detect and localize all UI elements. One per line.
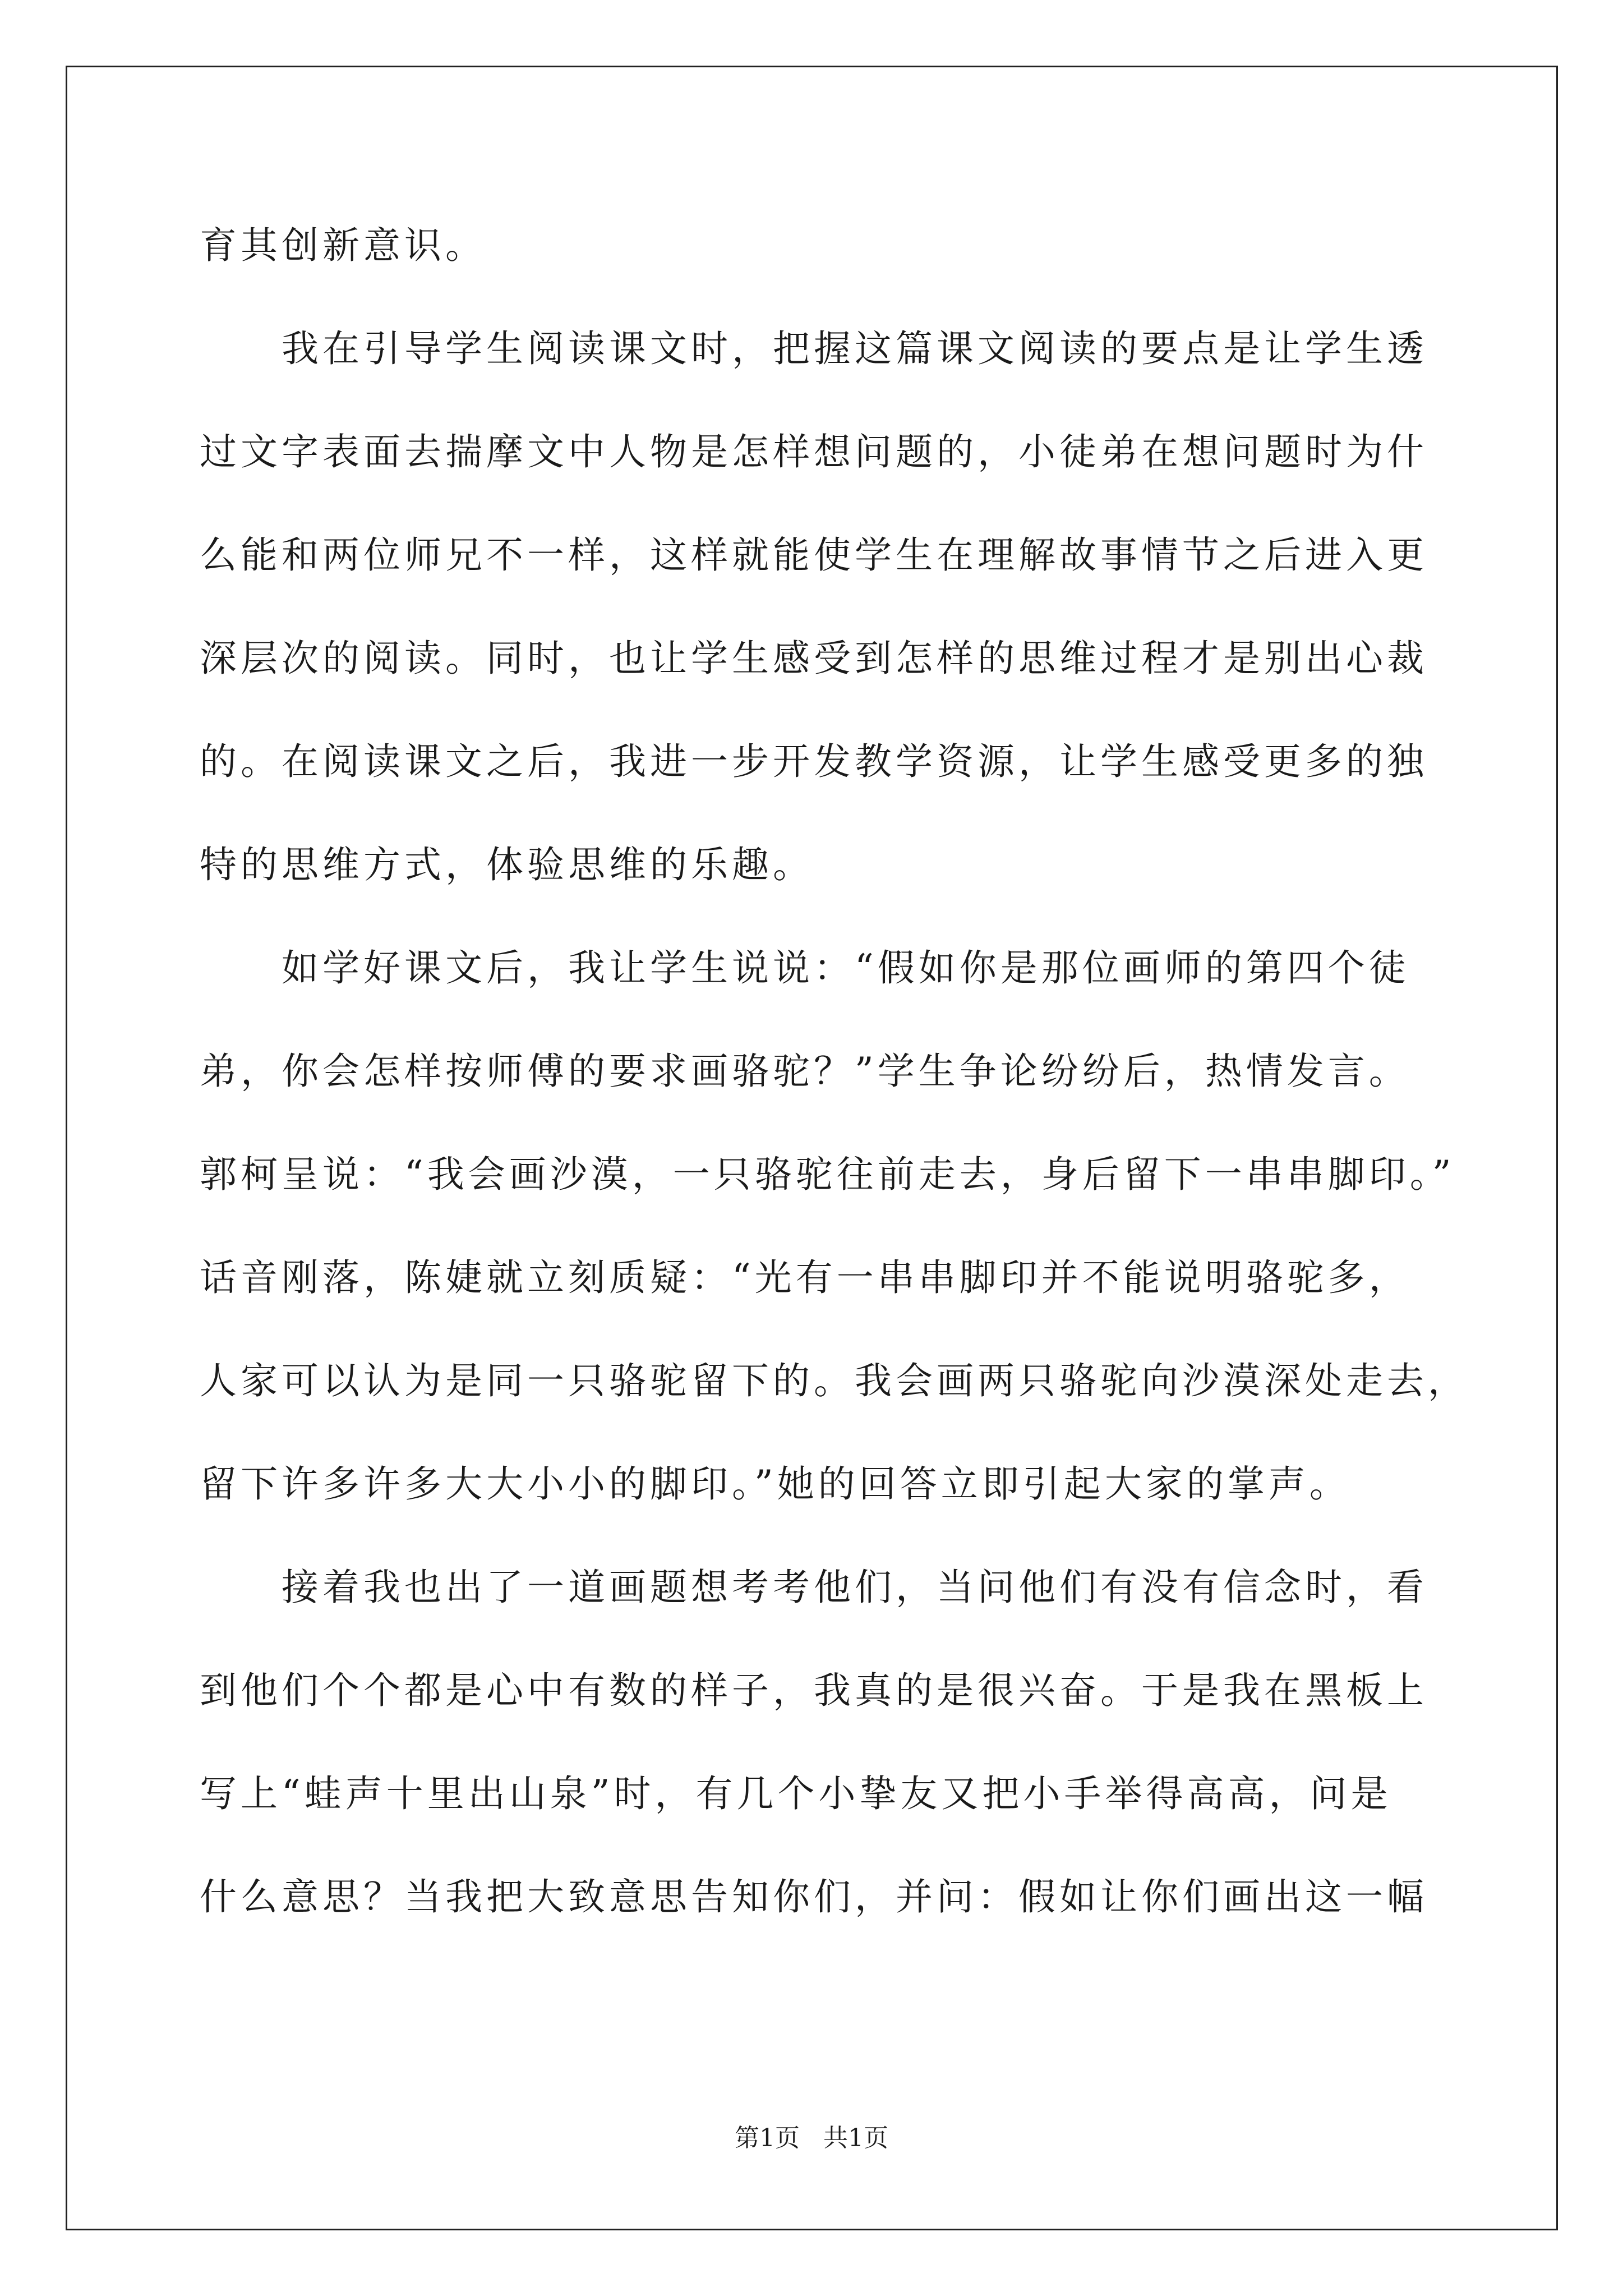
paragraph-line: 话音刚落，陈婕就立刻质疑：“光有一串串脚印并不能说明骆驼多， <box>200 1256 1410 1299</box>
paragraph-line: 如学好课文后，我让学生说说：“假如你是那位画师的第四个徒 <box>282 946 1410 990</box>
paragraph-line: 弟，你会怎样按师傅的要求画骆驼？”学生争论纷纷后，热情发言。 <box>200 1050 1410 1093</box>
paragraph-line: 什么意思？当我把大致意思告知你们，并问：假如让你们画出这一幅 <box>200 1875 1428 1918</box>
paragraph-line: 到他们个个都是心中有数的样子，我真的是很兴奋。于是我在黑板上 <box>200 1669 1428 1712</box>
paragraph-line: 写上“蛙声十里出山泉”时，有几个小挚友又把小手举得高高，问是 <box>200 1772 1392 1815</box>
paragraph-line: 郭柯呈说：“我会画沙漠，一只骆驼往前走去，身后留下一串串脚印。” <box>200 1153 1455 1196</box>
paragraph-line: 接着我也出了一道画题想考考他们，当问他们有没有信念时，看 <box>282 1566 1428 1609</box>
paragraph-line: 过文字表面去揣摩文中人物是怎样想问题的，小徒弟在想问题时为什 <box>200 430 1428 473</box>
paragraph-line: 留下许多许多大大小小的脚印。”她的回答立即引起大家的掌声。 <box>200 1462 1350 1506</box>
paragraph-line: 的。在阅读课文之后，我进一步开发教学资源，让学生感受更多的独 <box>200 740 1428 783</box>
paragraph-line: 育其创新意识。 <box>200 224 486 267</box>
paragraph-line: 特的思维方式，体验思维的乐趣。 <box>200 843 814 886</box>
page-number-footer: 第1页 共1页 <box>735 2124 888 2152</box>
paragraph-line: 人家可以认为是同一只骆驼留下的。我会画两只骆驼向沙漠深处走去， <box>200 1359 1469 1402</box>
paragraph-line: 么能和两位师兄不一样，这样就能使学生在理解故事情节之后进入更 <box>200 533 1428 577</box>
paragraph-line: 我在引导学生阅读课文时，把握这篇课文阅读的要点是让学生透 <box>282 327 1428 370</box>
paragraph-line: 深层次的阅读。同时，也让学生感受到怎样的思维过程才是别出心裁 <box>200 637 1428 680</box>
